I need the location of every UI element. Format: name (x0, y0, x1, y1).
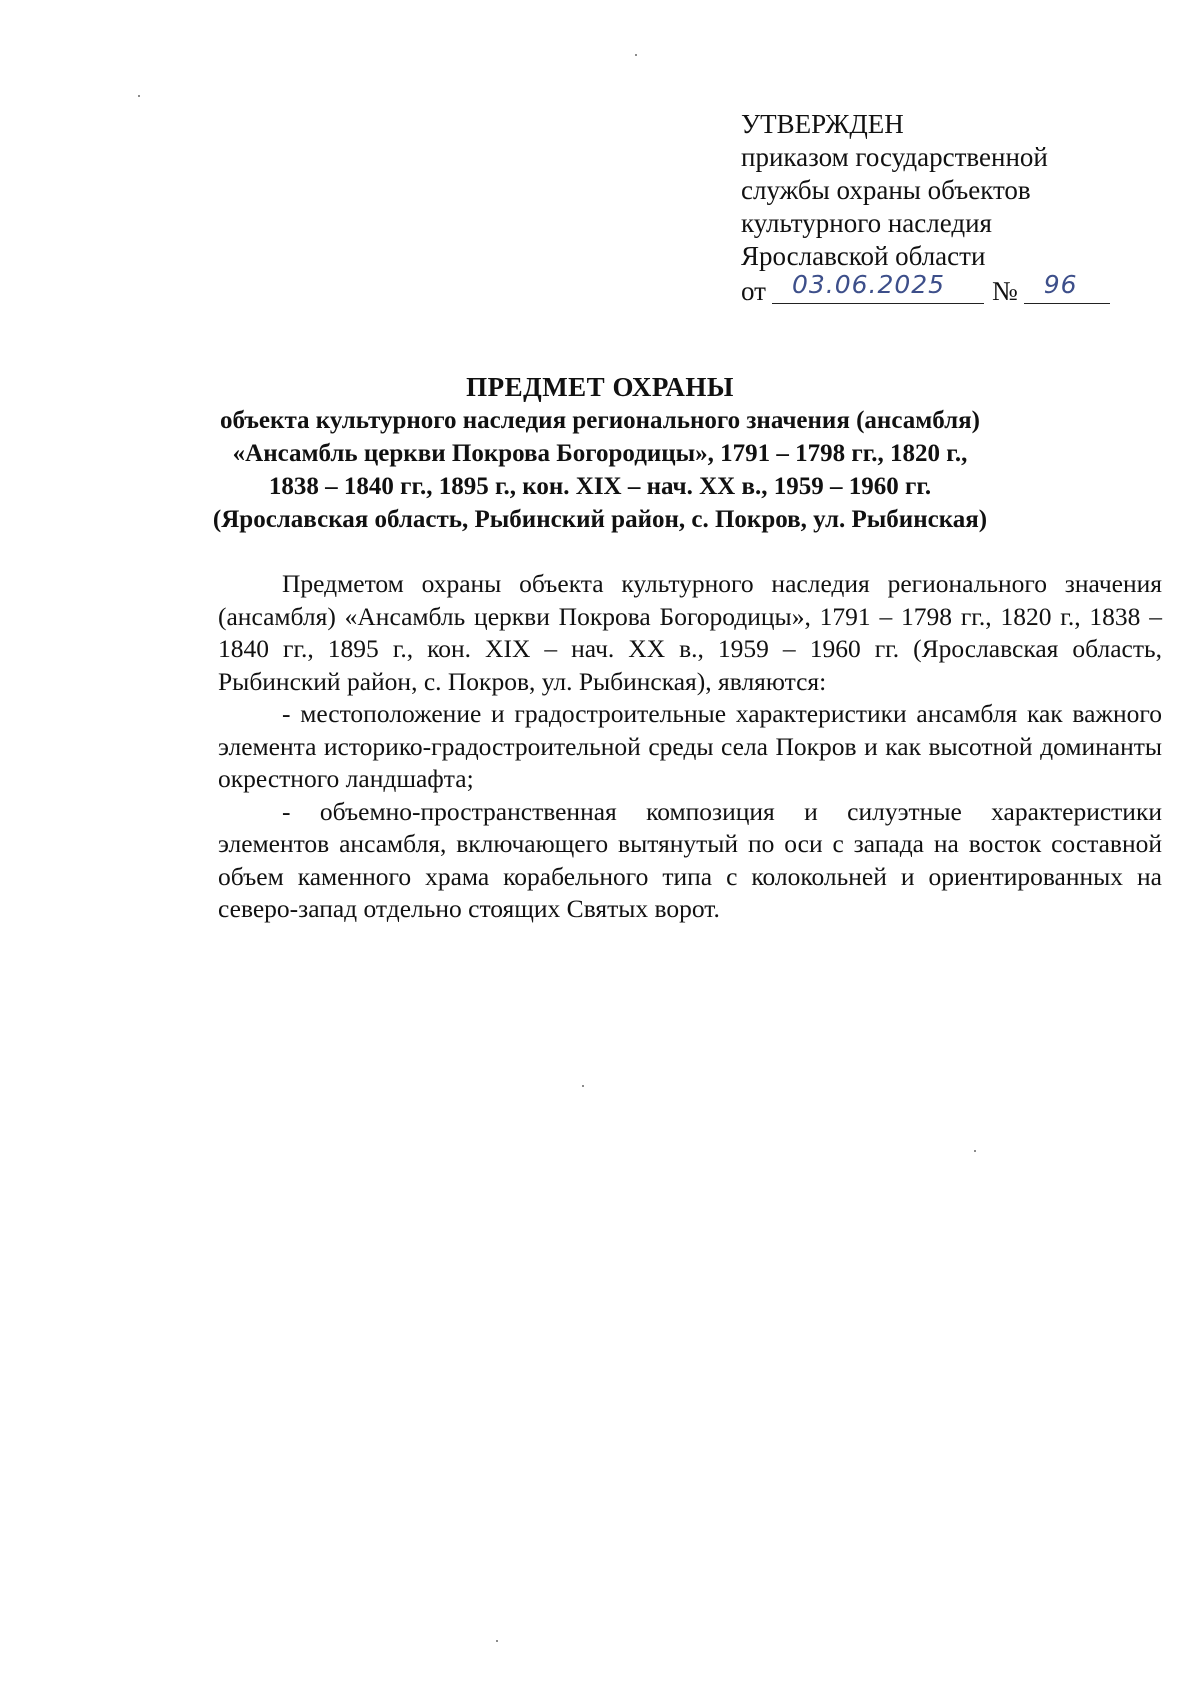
date-prefix: от (741, 276, 766, 306)
title-line: 1838 – 1840 гг., 1895 г., кон. XIX – нач. XX в., 1959 – 1960 гг. (268, 473, 932, 500)
approval-heading: УТВЕРЖДЕН (741, 109, 904, 139)
scan-speck (138, 95, 140, 97)
body-paragraph: - объемно-пространственная композиция и силуэтные характеристики элементов ансамбля, включающего вытянутый по оси с запада на восток составной объем каменного храма корабельного типа с колокольней и ориентированных на северо-запад отдельно стоящих Святых ворот. (218, 796, 1162, 923)
document-body (218, 568, 1162, 926)
title-line: (Ярославская область, Рыбинский район, с. Покров, ул. Рыбинская) (212, 506, 988, 533)
scan-speck (974, 1150, 976, 1152)
scan-speck (582, 1085, 584, 1087)
handwritten-number: 96 (1043, 270, 1078, 299)
approval-line: службы охраны объектов (741, 175, 1031, 205)
title-line: объекта культурного наследия регионального значения (ансамбля) (219, 407, 981, 434)
scan-speck (496, 1640, 498, 1642)
number-prefix: № (991, 276, 1018, 306)
document-title-block (200, 370, 1000, 536)
approval-line: культурного наследия (741, 208, 992, 238)
title-line: «Ансамбль церкви Покрова Богородицы», 1791 – 1798 гг., 1820 г., (232, 440, 968, 467)
number-field (1024, 270, 1110, 304)
approval-line: приказом государственной (741, 142, 1048, 172)
handwritten-date: 03.06.2025 (791, 270, 946, 299)
approval-date-row (741, 270, 1121, 308)
scan-speck (635, 54, 637, 56)
document-title: ПРЕДМЕТ ОХРАНЫ (466, 372, 734, 402)
body-paragraph: Предметом охраны объекта культурного наследия регионального значения (ансамбля) «Ансамбль церкви Покрова Богородицы», 1791 – 1798 гг., 1820 г., 1838 – 1840 гг., 1895 г., кон. XIX – нач. XX в., 1959 – 1960 гг. (Ярославская область, Рыбинский район, с. Покров, ул. Рыбинская), являются: (218, 569, 1162, 696)
date-field (772, 270, 984, 304)
approval-stamp-block (741, 108, 1121, 308)
body-paragraph: - местоположение и градостроительные характеристики ансамбля как важного элемента историко-градостроительной среды села Покров и как высотной доминанты окрестного ландшафта; (218, 699, 1162, 793)
approval-line: Ярославской области (741, 241, 986, 271)
